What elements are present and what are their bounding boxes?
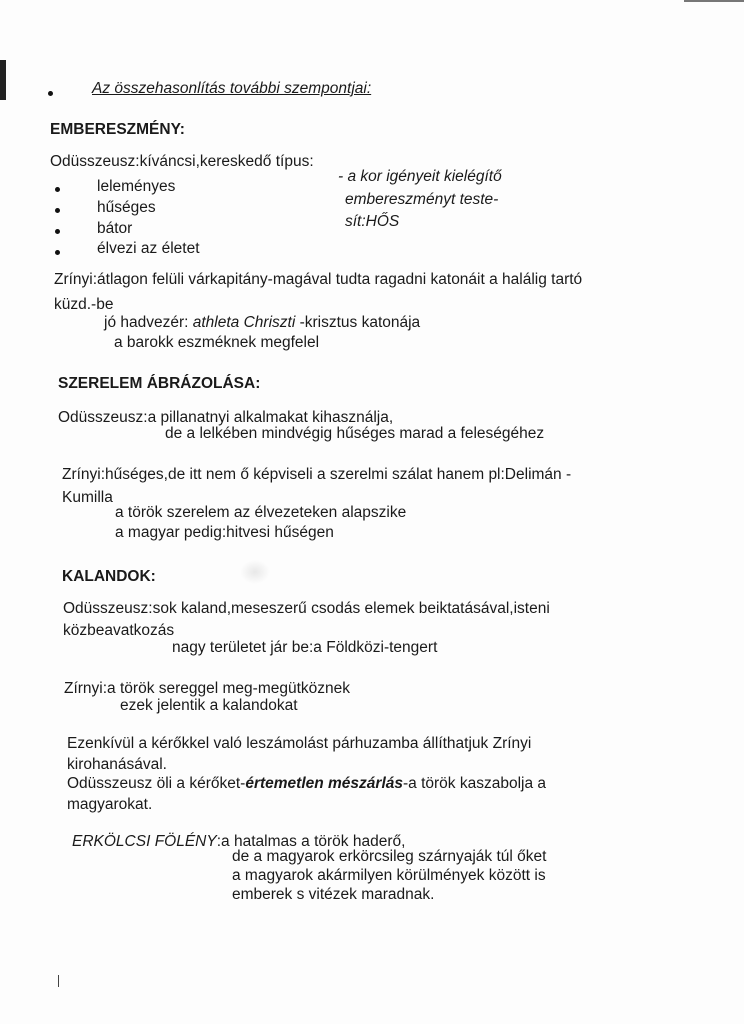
trait-bullet — [55, 208, 60, 213]
side-note-line: - a kor igényeit kielégítő — [338, 168, 502, 185]
kalandok-line: magyarokat. — [67, 796, 153, 813]
scan-smudge — [240, 560, 270, 584]
erkolcsi-rest: :a hatalmas a török haderő, — [216, 833, 406, 850]
trait-item: bátor — [97, 220, 133, 237]
kalandok-line: Zírnyi:a török sereggel meg-megütköznek — [64, 680, 351, 697]
trait-bullet — [55, 187, 60, 192]
zrinyi-hadvezer-text: jó hadvezér: — [104, 314, 193, 331]
section-heading-szerelem: SZERELEM ÁBRÁZOLÁSA: — [58, 375, 261, 392]
kalandok-line: közbeavatkozás — [63, 622, 175, 639]
title-bullet — [48, 91, 53, 96]
scan-corner-line — [684, 0, 744, 2]
szerelem-line: Zrínyi:hűséges,de itt nem ő képviseli a szerelmi szálat hanem pl:Delimán - — [62, 466, 572, 483]
trait-item: élvezi az életet — [97, 240, 200, 257]
zrinyi-line: Zrínyi:átlagon felüli várkapitány-magával tudta ragadni katonáit a halálig tartó — [54, 271, 583, 288]
krisztus-katonaja-text: -krisztus katonája — [295, 314, 421, 331]
szerelem-line: a török szerelem az élvezeteken alapszike — [115, 504, 407, 521]
zrinyi-line: küzd.-be — [54, 296, 114, 313]
szerelem-line: Odüsszeusz:a pillanatnyi alkalmakat kihasználja, — [58, 409, 394, 426]
section-heading-embereszmeny: EMBERESZMÉNY: — [50, 121, 185, 138]
kalandok-meszarlas-line — [67, 775, 546, 793]
szerelem-line: a magyar pedig:hitvesi hűségen — [115, 524, 334, 541]
meszarlas-text: értemetlen mészárlás — [245, 775, 403, 792]
kalandok-line: Ezenkívül a kérőkkel való leszámolást párhuzamba állíthatjuk Zrínyi — [67, 735, 532, 752]
kalandok-line: kirohanásával. — [67, 756, 167, 773]
erkolcsi-label: ERKÖLCSI FÖLÉNY — [72, 833, 217, 850]
trait-bullet — [55, 250, 60, 255]
kalandok-line: nagy területet jár be:a Földközi-tengert — [172, 639, 438, 656]
page-title: Az összehasonlítás további szempontjai: — [92, 80, 372, 97]
scan-edge-mark — [0, 60, 6, 100]
zrinyi-hadvezer-line — [104, 314, 420, 332]
zrinyi-line: a barokk eszméknek megfelel — [114, 334, 320, 351]
side-note-line: embereszményt teste- — [345, 191, 499, 208]
odusszeusz-intro: Odüsszeusz:kíváncsi,kereskedő típus: — [50, 153, 314, 170]
section-heading-kalandok: KALANDOK: — [62, 568, 156, 585]
trait-item: hűséges — [97, 199, 156, 216]
kerok-text: Odüsszeusz öli a kérőket- — [67, 775, 246, 792]
kalandok-line: ezek jelentik a kalandokat — [120, 697, 298, 714]
szerelem-line: Kumilla — [62, 489, 113, 506]
athleta-chriszti-text: athleta Chriszti — [192, 314, 296, 331]
erkolcsi-line: de a magyarok erkörcsileg szárnyaják túl őket — [232, 848, 547, 865]
erkolcsi-line: emberek s vitézek maradnak. — [232, 886, 435, 903]
kaszabolja-text: -a török kaszabolja a — [403, 775, 547, 792]
szerelem-line: de a lelkében mindvégig hűséges marad a feleségéhez — [165, 425, 545, 442]
erkolcsi-line: a magyarok akármilyen körülmények között is — [232, 867, 546, 884]
side-note-line: sít:HŐS — [345, 213, 400, 230]
kalandok-line: Odüsszeusz:sok kaland,meseszerű csodás elemek beiktatásával,isteni — [63, 600, 550, 617]
page-mark — [58, 975, 59, 987]
trait-item: leleményes — [97, 178, 176, 195]
trait-bullet — [55, 229, 60, 234]
